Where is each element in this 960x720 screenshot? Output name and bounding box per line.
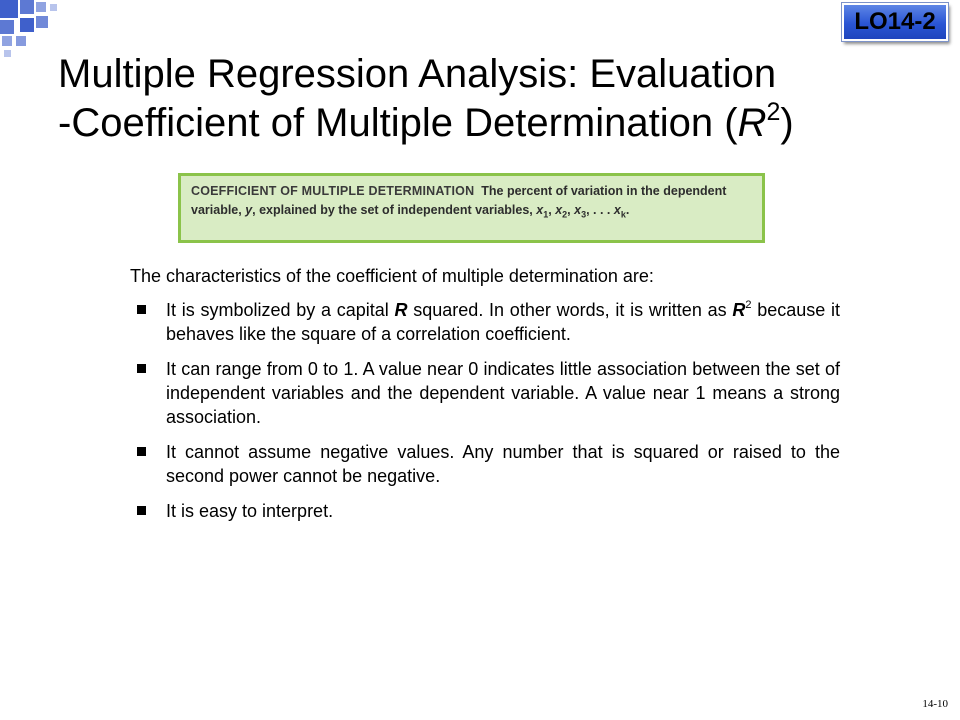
- characteristics-list: [130, 298, 840, 534]
- title-variable: R: [737, 101, 767, 145]
- square-bullet-icon: [137, 506, 146, 515]
- title-line-1: Multiple Regression Analysis: Evaluation: [58, 52, 777, 96]
- list-item: [130, 357, 840, 429]
- bullet-3-text: It cannot assume negative values. Any number that is squared or raised to the second power cannot be negative.: [166, 442, 840, 486]
- square-bullet-icon: [137, 305, 146, 314]
- definition-var-y: y: [245, 203, 253, 217]
- bullet-2-text: It can range from 0 to 1. A value near 0 indicates little association between the set of independent variables and the dependent variable. A value near 1 means a strong association.: [166, 359, 840, 427]
- definition-ellipsis: , . . .: [586, 203, 614, 217]
- definition-var-x1: x: [536, 203, 544, 217]
- title-line-2-prefix: -Coefficient of Multiple Determination (: [58, 101, 738, 145]
- definition-sub-3: 3: [581, 209, 587, 220]
- definition-sub-1: 1: [543, 209, 549, 220]
- list-item: [130, 440, 840, 488]
- definition-var-xk: x: [613, 203, 621, 217]
- definition-text-b: , explained by the set of independent variables,: [252, 203, 537, 217]
- definition-var-x2: x: [555, 203, 563, 217]
- page-number: 14-10: [922, 698, 948, 710]
- intro-text: The characteristics of the coefficient of multiple determination are:: [130, 266, 654, 286]
- definition-var-x3: x: [574, 203, 582, 217]
- bullet-1-text-b: squared. In other words, it is written as: [407, 300, 733, 320]
- bullet-1-text-a: It is symbolized by a capital: [166, 300, 395, 320]
- definition-term: COEFFICIENT OF MULTIPLE DETERMINATION: [191, 184, 475, 198]
- bullet-4-text: It is easy to interpret.: [166, 501, 334, 521]
- bullet-1-var: R: [394, 300, 408, 320]
- list-item: [130, 298, 840, 346]
- definition-end: .: [625, 203, 630, 217]
- list-item: [130, 499, 840, 523]
- title-line-2-suffix: ): [780, 101, 794, 145]
- square-bullet-icon: [137, 364, 146, 373]
- definition-sub-k: k: [620, 209, 626, 220]
- definition-box: COEFFICIENT OF MULTIPLE DETERMINATION The percent of variation in the dependent variable, y, explained by the set of independent variables, $x_1$, $x_2$, $x_3$, . . . $x_k$.: [178, 173, 765, 243]
- definition-text-a: The percent of variation in the dependent variable,: [191, 184, 727, 217]
- slide-title: [58, 50, 948, 148]
- bullet-1-superscript: 2: [745, 299, 752, 311]
- bullet-1-text-c: because it behaves like the square of a correlation coefficient.: [166, 300, 840, 344]
- learning-objective-badge: LO14-2: [842, 3, 948, 41]
- square-bullet-icon: [137, 447, 146, 456]
- bullet-1-var-2: R: [732, 300, 746, 320]
- definition-sub-2: 2: [562, 209, 568, 220]
- title-superscript: 2: [766, 98, 781, 126]
